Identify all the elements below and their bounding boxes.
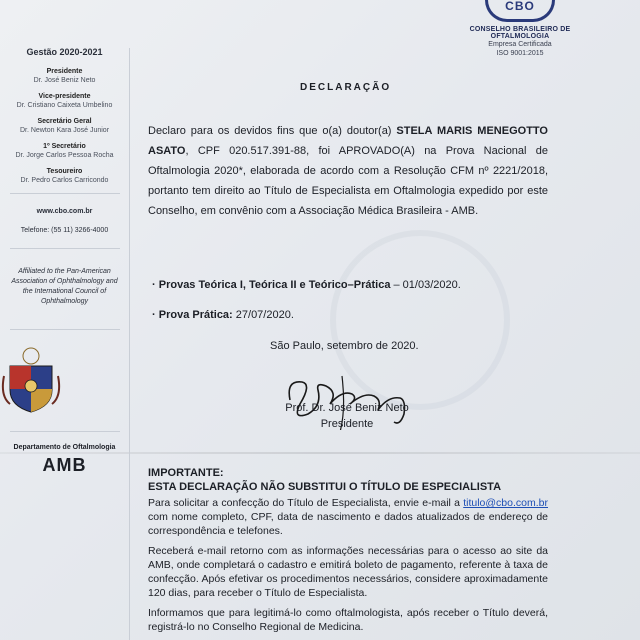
board-role: Tesoureiro (46, 168, 83, 175)
affiliation-text: Affiliated to the Pan-American Association of Ophthalmology and the International Council of Ophthalmology (11, 268, 118, 305)
board-list (0, 48, 129, 185)
certified-label: Empresa Certificada (488, 41, 552, 48)
crest-icon (0, 346, 62, 416)
sidebar-divider (10, 193, 120, 194)
board-role: Secretário Geral (37, 118, 92, 125)
document-title: DECLARAÇÃO (300, 82, 392, 93)
important-paragraph (148, 496, 548, 538)
sidebar-divider (10, 431, 120, 432)
important-subheading: ESTA DECLARAÇÃO NÃO SUBSTITUI O TÍTULO DE ESPECIALISTA (148, 481, 502, 493)
place-date: São Paulo, setembro de 2020. (270, 340, 419, 352)
important-paragraph: Receberá e-mail retorno com as informações necessárias para o acesso ao site da AMB, onde completará o cadastro e emitirá boleto de pagamento, referente à taxa de confecção. Após efetivar os procedimentos necessários, considere aproximadamente 120 dias, para receber o Título de Especialista. (148, 545, 548, 599)
signer-block (282, 400, 412, 432)
board-member: Dr. José Beniz Neto (33, 77, 96, 84)
sidebar-divider (10, 329, 120, 330)
signer-name: Prof. Dr. José Beniz Neto (285, 402, 409, 414)
amb-logo: AMB (42, 455, 87, 475)
sidebar (0, 48, 130, 640)
important-paragraph: Informamos que para legitimá-lo como oftalmologista, após receber o Título deverá, registrá-lo no Conselho Regional de Medicina. (148, 607, 548, 633)
department-label: Departamento de Oftalmologia (13, 444, 116, 451)
declaration-intro: Declaro para os devidos fins que o(a) doutor(a) (148, 125, 397, 137)
important-notice (148, 466, 548, 640)
iso-label: ISO 9001:2015 (496, 50, 544, 57)
exam-theory: · Provas Teórica I, Teórica II e Teórico–Prática – 01/03/2020. (152, 279, 461, 291)
exam-theory-date: – 01/03/2020. (390, 279, 461, 291)
cbo-logo (440, 0, 600, 60)
exam-practical: · Prova Prática: 27/07/2020. (152, 309, 294, 321)
phone-number: Telefone: (55 11) 3266-4000 (20, 227, 109, 234)
exam-theory-label: Provas Teórica I, Teórica II e Teórico–Prática (158, 279, 391, 291)
board-role: Presidente (46, 68, 83, 75)
board-role: Vice-presidente (38, 93, 91, 100)
board-member: Dr. Cristiano Caixeta Umbelino (16, 102, 113, 109)
request-details: com nome completo, CPF, data de nascimento e dados atualizados de endereço de correspondência e telefones. (148, 511, 548, 537)
cbo-logo-mark: CBO (485, 0, 555, 22)
doctor-name: STELA MARIS MENEGOTTO ASATO (148, 125, 548, 157)
signer-role: Presidente (320, 418, 374, 430)
org-name: CONSELHO BRASILEIRO DE OFTALMOLOGIA (469, 26, 571, 40)
exam-practical-label: Prova Prática: (158, 309, 233, 321)
board-member: Dr. Jorge Carlos Pessoa Rocha (15, 152, 114, 159)
board-title: Gestão 2020-2021 (26, 47, 103, 57)
board-member: Dr. Pedro Carlos Carricondo (20, 177, 109, 184)
board-role: 1º Secretário (43, 143, 86, 150)
sidebar-divider (10, 248, 120, 249)
email-link[interactable]: titulo@cbo.com.br (463, 497, 548, 509)
declaration-body: , CPF 020.517.391-88, foi APROVADO(A) na Prova Nacional de Oftalmologia 2020*, elaborada de acordo com a Resolução CFM nº 2221/2018, portanto tem direito ao Título de Especialista em Oftalmologia expedido por este Conselho, em convênio com a Associação Médica Brasileira - AMB. (148, 145, 548, 217)
website-link[interactable]: www.cbo.com.br (36, 208, 93, 215)
important-heading: IMPORTANTE: (148, 467, 224, 479)
request-intro: Para solicitar a confecção do Título de Especialista, envie e-mail a (148, 497, 464, 509)
exam-practical-date: 27/07/2020. (232, 309, 294, 321)
board-member: Dr. Newton Kara José Junior (19, 127, 110, 134)
declaration-text (148, 121, 548, 221)
